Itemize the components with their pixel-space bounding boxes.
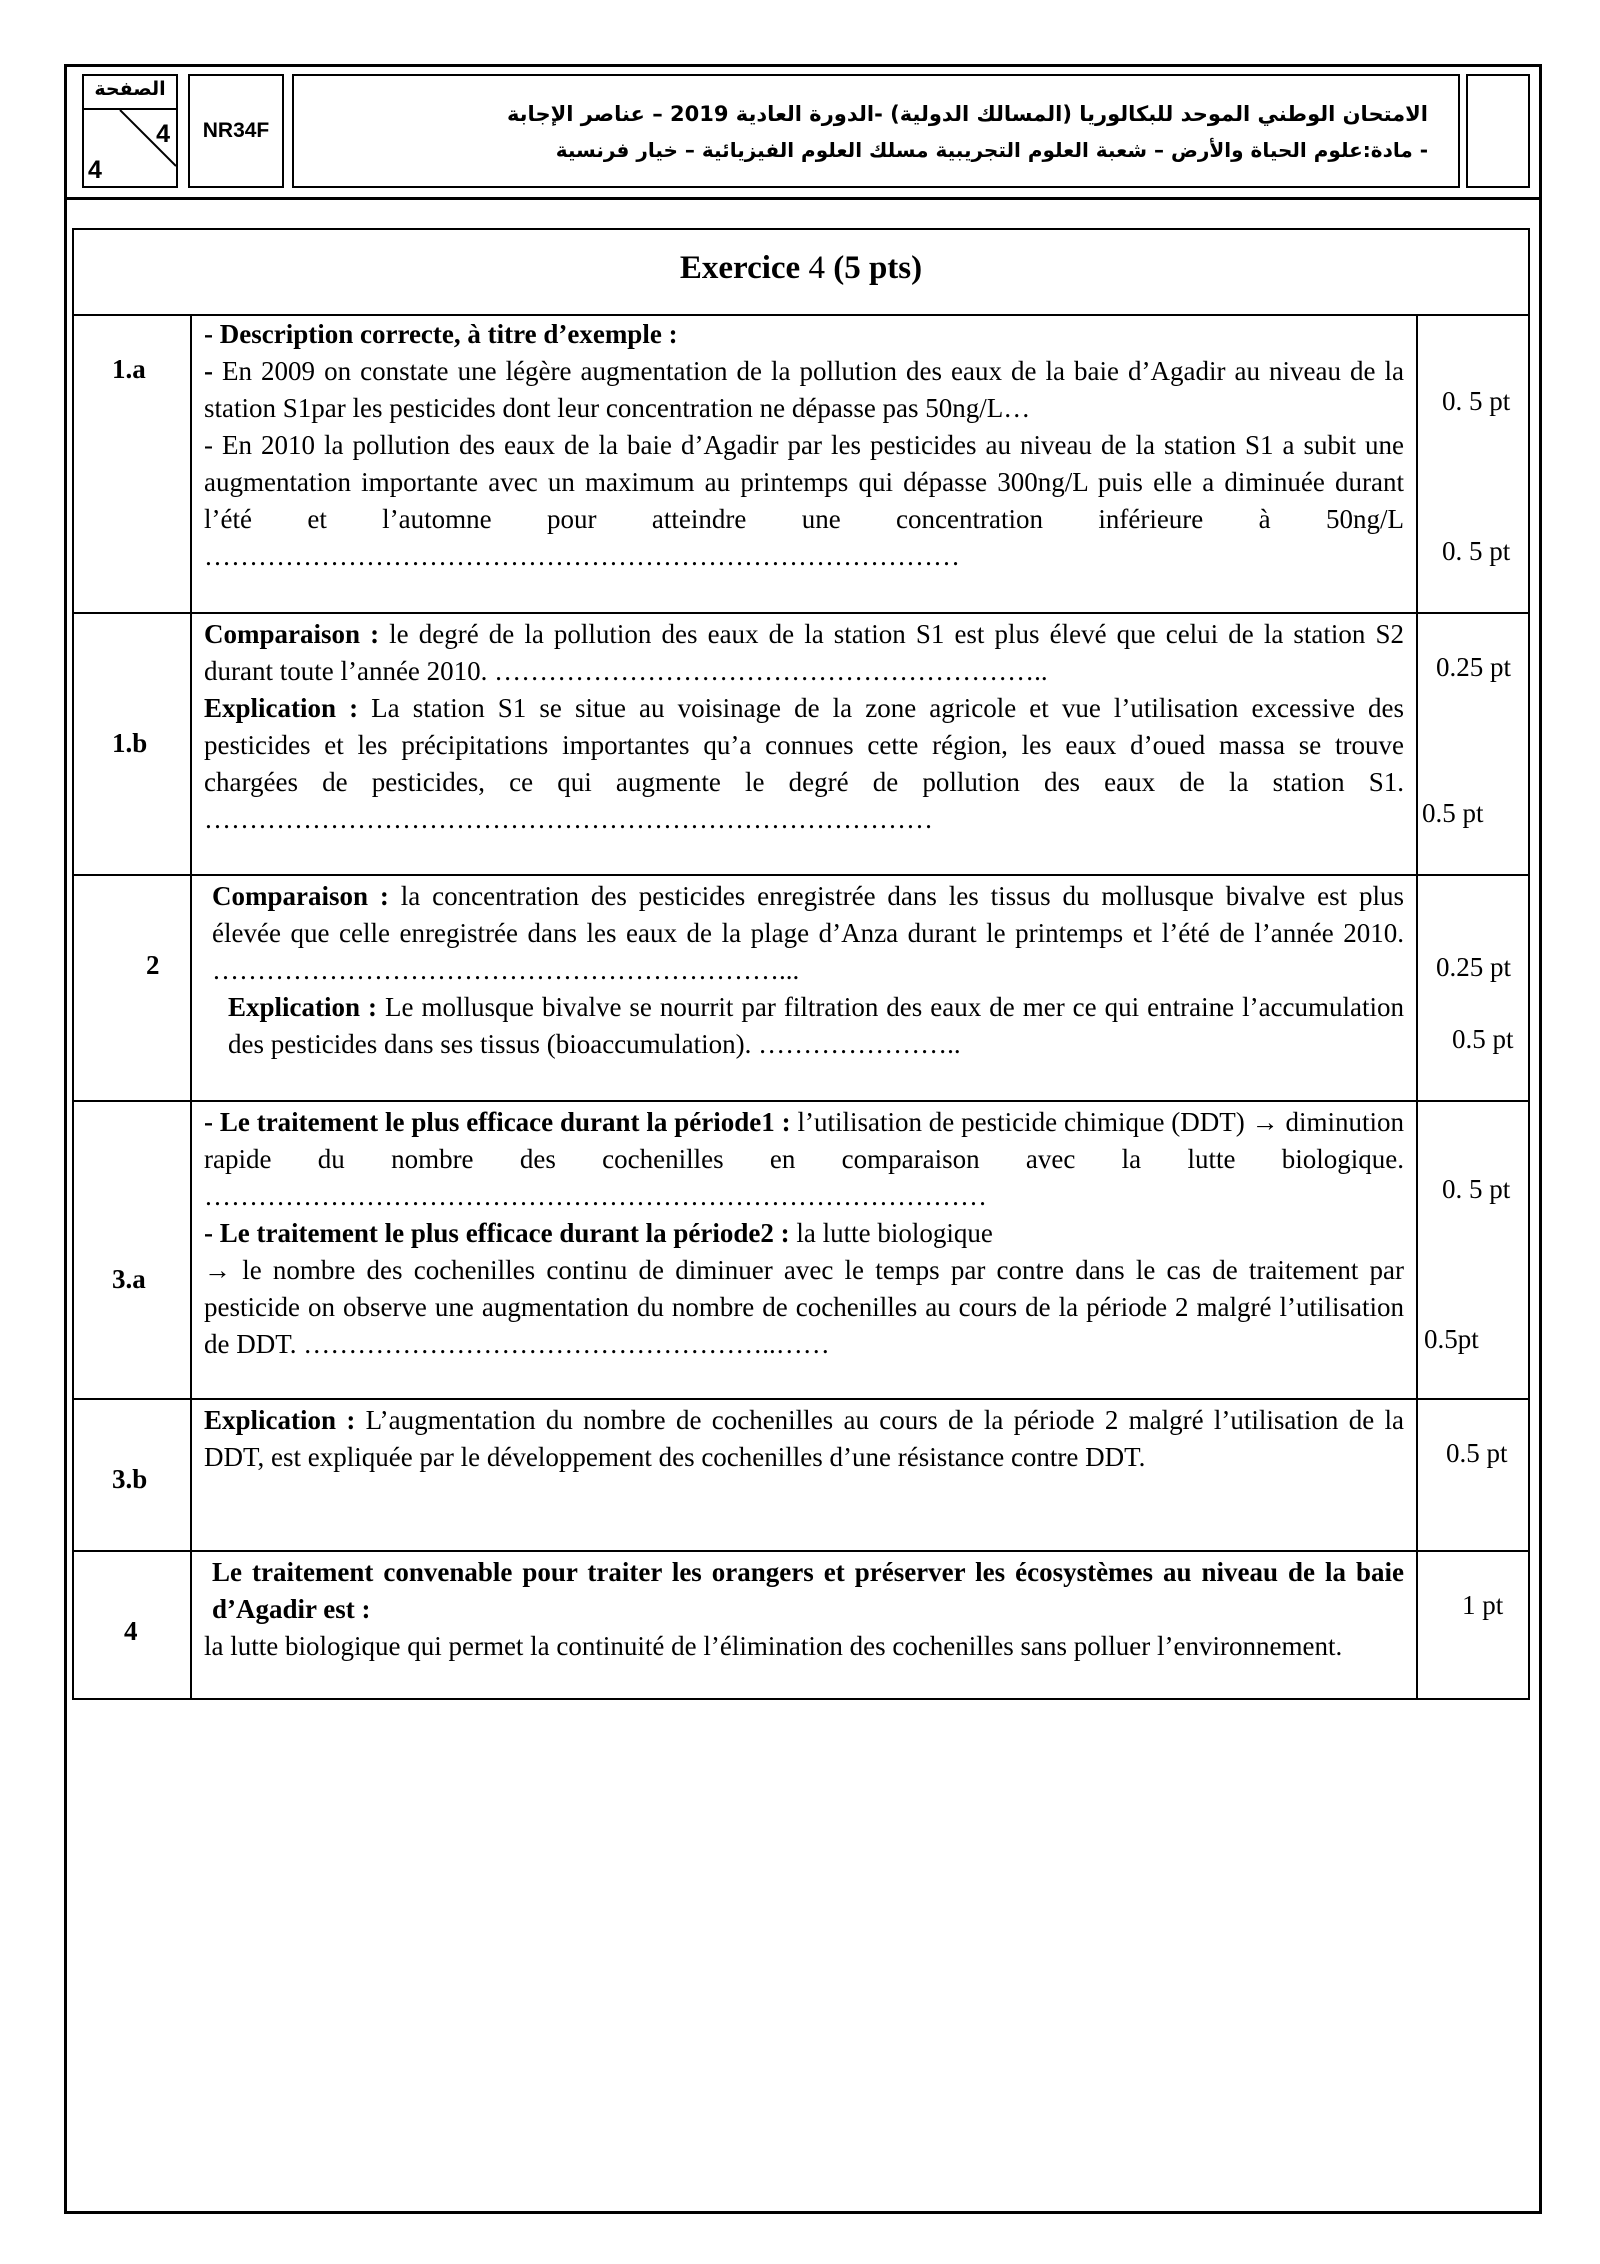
header-title-line2: - مادة:علوم الحياة والأرض – شعبة العلوم التجريبية مسلك العلوم الفيزيائية – خيار فرنسية [555,138,1428,162]
row-label-1a: 1.a [112,354,146,384]
header-title-line1: الامتحان الوطني الموحد للبكالوريا (المسالك الدولية) -الدورة العادية 2019 – عناصر الإجابة [506,102,1428,126]
points-3a-1: 0. 5 pt [1442,1174,1511,1204]
page-number-box [82,74,178,188]
row-content-3b: Explication : L’augmentation du nombre de cochenilles au cours de la période 2 malgré l’utilisation de la DDT, est expliquée par le développement des cochenilles d’une résistance contre DDT. [204,1405,1404,1472]
row-content-1a: - Description correcte, à titre d’exemple : - En 2009 on constate une légère augmentation de la pollution des eaux de la baie d’Agadir au niveau de la station S1par les pesticides dont leur concentration ne dépasse pas 50ng/L… - En 2010 la pollution des eaux de la baie d’Agadir par les pesticides au niveau de la station S1 a subit une augmentation importante avec un maximum au printemps qui dépasse 300ng/L puis elle a diminuée durant l’été et l’automne pour atteindre une concentration inférieure à 50ng/L ………………………………………………………………………… [204,319,1405,571]
page-total: 4 [88,156,102,184]
exercise-title: Exercice 4 (5 pts) [679,250,923,286]
points-2-1: 0.25 pt [1436,952,1512,982]
header-title-box [292,74,1460,188]
row-content-1b: Comparaison : le degré de la pollution des eaux de la station S1 est plus élevé que celui de la station S2 durant toute l’année 2010. …………………………………………………….. Explication : La station S1 se situe au voisinage de la zone agricole et vue l’utilisation excessive des pesticides et les précipitations importantes qu’a connues cette région, les eaux d’oued massa se trouve chargées de pesticides, ce qui augmente le degré de pollution des eaux de la station S1. ……………………………………………………………………… [204,619,1404,834]
blank-box [1466,74,1530,188]
points-1a-1: 0. 5 pt [1442,386,1511,416]
page-label: الصفحة [94,78,166,100]
points-2-2: 0.5 pt [1452,1024,1514,1054]
points-4: 1 pt [1462,1590,1504,1620]
points-1b-1: 0.25 pt [1436,652,1512,682]
row-content-3a: - Le traitement le plus efficace durant la période1 : l’utilisation de pesticide chimique (DDT) → diminution rapide du nombre des cochenilles en comparaison avec la lutte biologique. …………………………………………………………………………… - Le traitement le plus efficace durant la période2 : la lutte biologique → le nombre des cochenilles continu de diminuer avec le temps par contre dans le cas de traitement par pesticide on observe une augmentation du nombre de cochenilles au cours de la période 2 malgré l’utilisation de DDT. ……………………………………………..…… [204,1107,1404,1359]
points-3a-2: 0.5pt [1424,1324,1479,1354]
row-label-1b: 1.b [112,728,148,758]
row-content-2: Comparaison : la concentration des pesticides enregistrée dans les tissus du mollusque bivalve est plus élevée que celle enregistrée dans les eaux de la plage d’Anza durant le printemps et l’été de l’année 2010. ………………………………………………………... Explication : Le mollusque bivalve se nourrit par filtration des eaux de mer ce qui entraine l’accumulation des pesticides dans ses tissus (bioaccumulation). ………………….. [212,881,1405,1059]
points-3b: 0.5 pt [1446,1438,1508,1468]
row-label-2: 2 [146,950,160,980]
answer-table [72,228,1530,1700]
row-content-4: Le traitement convenable pour traiter les orangers et préserver les écosystèmes au niveau de la baie d’Agadir est : la lutte biologique qui permet la continuité de l’élimination des cochenilles sans polluer l’environnement. [204,1557,1404,1661]
exam-code: NR34F [188,74,284,188]
page-current: 4 [156,120,170,148]
page-header [64,64,1542,200]
row-label-4: 4 [124,1616,138,1646]
row-label-3a: 3.a [112,1264,146,1294]
points-1b-2: 0.5 pt [1422,798,1484,828]
row-label-3b: 3.b [112,1464,148,1494]
points-1a-2: 0. 5 pt [1442,536,1511,566]
